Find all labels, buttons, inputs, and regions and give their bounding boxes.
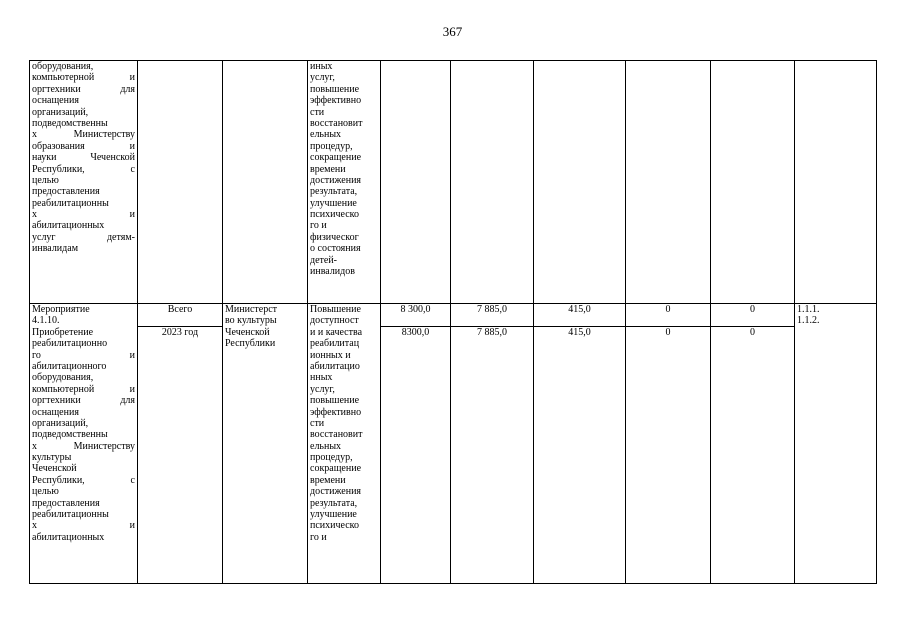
measure-name-line: го и bbox=[32, 349, 135, 361]
measure-name-line: компьютерной и bbox=[32, 383, 135, 395]
republic-cell bbox=[534, 304, 626, 584]
result-line: Повышение bbox=[310, 304, 361, 315]
indicators bbox=[797, 304, 874, 327]
result-line: достижения bbox=[310, 486, 362, 498]
federal-cell bbox=[451, 304, 534, 584]
measure-name-line: Мероприятие bbox=[32, 304, 90, 315]
value-total: 7 885,0 bbox=[477, 304, 507, 315]
total-cell bbox=[381, 304, 451, 584]
result-line: результата, bbox=[310, 186, 358, 198]
result-line: доступност bbox=[310, 315, 359, 327]
result-line: услуг, bbox=[310, 383, 335, 395]
indicator-cell bbox=[795, 304, 877, 584]
result-line: процедур, bbox=[310, 452, 353, 464]
result-line: времени bbox=[310, 474, 346, 486]
result-line: физическог bbox=[310, 231, 359, 243]
measure-name-line: предоставления bbox=[32, 497, 100, 509]
measure-name-line: предоставления bbox=[32, 186, 100, 198]
value-total: 0 bbox=[750, 304, 755, 315]
result-line: времени bbox=[310, 163, 346, 175]
indicator-cell bbox=[795, 61, 877, 304]
measure-name-line: инвалидам bbox=[32, 243, 79, 255]
result-line: го и bbox=[310, 220, 327, 232]
result-line: восстановит bbox=[310, 429, 363, 441]
executor-line: Республики bbox=[225, 338, 276, 350]
result-line: инвалидов bbox=[310, 266, 355, 278]
measure-name-line: услуг детям- bbox=[32, 231, 135, 243]
result-line: детей- bbox=[310, 254, 338, 266]
result-line: психическо bbox=[310, 520, 359, 532]
value-year: 0 bbox=[750, 327, 755, 338]
measure-name-line: Приобретение bbox=[32, 326, 94, 338]
other-cell bbox=[711, 61, 795, 304]
measure-name-line: реабилитационны bbox=[32, 509, 109, 521]
value-total: 415,0 bbox=[568, 304, 591, 315]
result-line: ионных и bbox=[310, 349, 351, 361]
measure-name-line: х Министерству bbox=[32, 440, 135, 452]
measure-name-line: х и bbox=[32, 209, 135, 221]
value-total: 0 bbox=[665, 304, 671, 315]
measure-name-line: оснащения bbox=[32, 406, 79, 418]
result-line: ельных bbox=[310, 440, 342, 452]
result-cell bbox=[308, 304, 381, 584]
measure-name bbox=[32, 61, 135, 255]
value-year: 7 885,0 bbox=[477, 327, 507, 338]
measure-name-line: оргтехники для bbox=[32, 83, 135, 95]
measure-name-cell bbox=[30, 304, 138, 584]
result-line: абилитацио bbox=[310, 360, 360, 372]
measure-name-cell bbox=[30, 61, 138, 304]
measure-name-line: Республики, с bbox=[32, 163, 135, 175]
result-line: и и качества bbox=[310, 326, 363, 338]
measure-name-line: подведомственны bbox=[32, 117, 108, 129]
total-cell bbox=[381, 61, 451, 304]
result-line: го и bbox=[310, 531, 327, 543]
table-row bbox=[30, 61, 877, 304]
result-line: повышение bbox=[310, 395, 360, 407]
result-line: сокращение bbox=[310, 463, 362, 475]
local-cell bbox=[626, 304, 711, 584]
measure-name-line: реабилитационно bbox=[32, 338, 108, 350]
result-line: достижения bbox=[310, 174, 362, 186]
result-line: сти bbox=[310, 106, 325, 118]
executor-cell bbox=[223, 61, 308, 304]
result-line: сти bbox=[310, 417, 325, 429]
measure-name-line: подведомственны bbox=[32, 429, 108, 441]
measure-name-line: реабилитационны bbox=[32, 197, 109, 209]
executor-cell bbox=[223, 304, 308, 584]
other-cell bbox=[711, 304, 795, 584]
result-line: психическо bbox=[310, 209, 359, 221]
measure-name-line: оборудования, bbox=[32, 372, 94, 384]
measure-name-line: науки Чеченской bbox=[32, 152, 135, 164]
executor bbox=[225, 304, 305, 350]
measure-name-line: 4.1.10. bbox=[32, 315, 60, 327]
executor-line: во культуры bbox=[225, 315, 277, 327]
local-cell bbox=[626, 61, 711, 304]
indicator-line: 1.1.1. bbox=[797, 304, 820, 315]
value-year: 8300,0 bbox=[401, 327, 430, 338]
result-line: реабилитац bbox=[310, 338, 360, 350]
measure-name-line: оснащения bbox=[32, 95, 79, 107]
republic-cell bbox=[534, 61, 626, 304]
measure-name-line: х Министерству bbox=[32, 129, 135, 141]
result-line: эффективно bbox=[310, 406, 362, 418]
result-line: улучшение bbox=[310, 197, 357, 209]
result-cell bbox=[308, 61, 381, 304]
measure-name bbox=[32, 304, 135, 543]
result-line: повышение bbox=[310, 83, 360, 95]
result-line: сокращение bbox=[310, 152, 362, 164]
measure-name-line: культуры bbox=[32, 452, 72, 464]
result-line: результата, bbox=[310, 497, 358, 509]
value-year: 0 bbox=[665, 327, 671, 338]
measure-name-line: х и bbox=[32, 520, 135, 532]
period-year: 2023 год bbox=[161, 327, 199, 338]
result-line: нных bbox=[310, 372, 333, 384]
measure-name-line: абилитационного bbox=[32, 360, 107, 372]
measure-name-line: оргтехники для bbox=[32, 395, 135, 407]
measure-name-line: абилитационных bbox=[32, 220, 105, 232]
executor-line: Министерст bbox=[225, 304, 278, 315]
measure-name-line: организаций, bbox=[32, 106, 89, 118]
result-line: услуг, bbox=[310, 72, 335, 84]
measure-name-line: целью bbox=[32, 174, 59, 186]
expected-result bbox=[310, 61, 378, 277]
value-total: 8 300,0 bbox=[400, 304, 431, 315]
result-line: восстановит bbox=[310, 117, 363, 129]
expected-result bbox=[310, 304, 378, 543]
table-row bbox=[30, 304, 877, 584]
page-number: 367 bbox=[442, 24, 463, 39]
measure-name-line: целью bbox=[32, 486, 59, 498]
federal-cell bbox=[451, 61, 534, 304]
result-line: ельных bbox=[310, 129, 342, 141]
result-line: о состояния bbox=[310, 243, 361, 255]
result-line: улучшение bbox=[310, 509, 357, 521]
result-line: эффективно bbox=[310, 95, 362, 107]
measure-name-line: организаций, bbox=[32, 417, 89, 429]
measure-name-line: оборудования, bbox=[32, 61, 94, 72]
result-line: процедур, bbox=[310, 140, 353, 152]
measure-name-line: компьютерной и bbox=[32, 72, 135, 84]
measure-name-line: образования и bbox=[32, 140, 135, 152]
period-total: Всего bbox=[167, 304, 193, 315]
value-year: 415,0 bbox=[568, 327, 591, 338]
program-table bbox=[29, 60, 877, 584]
measure-name-line: Чеченской bbox=[32, 463, 77, 475]
executor-line: Чеченской bbox=[225, 326, 270, 338]
indicator-line: 1.1.2. bbox=[797, 315, 820, 327]
period-cell bbox=[138, 61, 223, 304]
period-cell bbox=[138, 304, 223, 584]
measure-name-line: Республики, с bbox=[32, 474, 135, 486]
result-line: иных bbox=[310, 61, 333, 72]
measure-name-line: абилитационных bbox=[32, 531, 105, 543]
